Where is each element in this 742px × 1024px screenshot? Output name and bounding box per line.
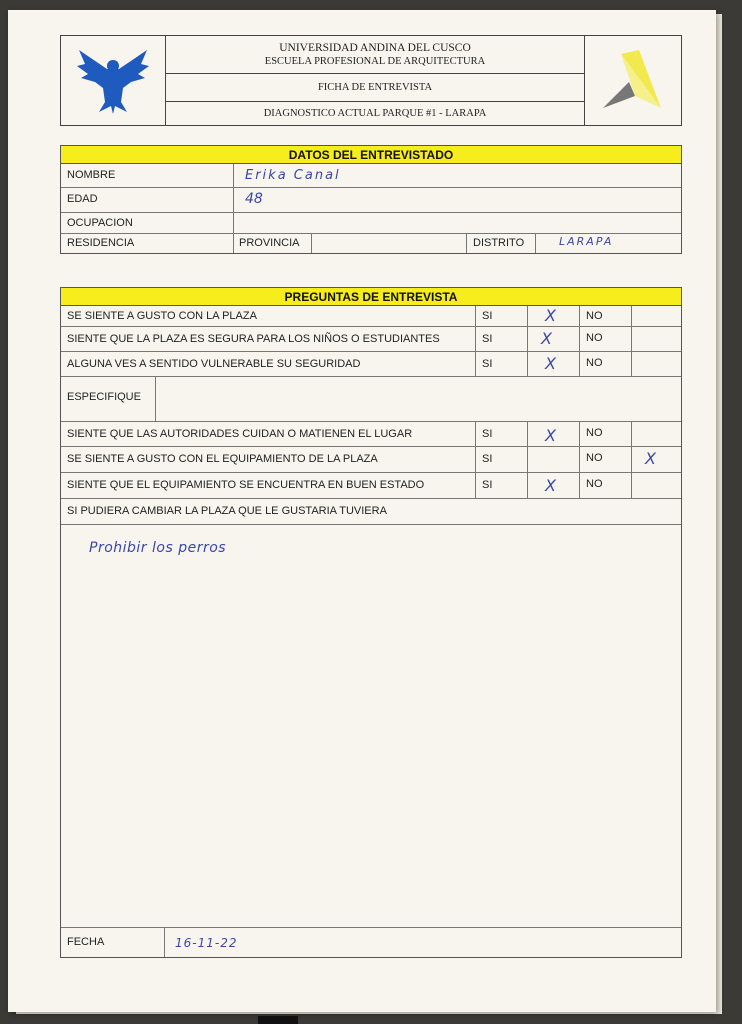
question-1-si-mark[interactable]: X bbox=[545, 306, 556, 325]
question-4-text: SIENTE QUE LAS AUTORIDADES CUIDAN O MATIENEN EL LUGAR bbox=[67, 428, 413, 440]
cambio-value[interactable]: Prohibir los perros bbox=[89, 540, 227, 556]
question-2-si-label: SI bbox=[482, 333, 493, 345]
question-6-si-mark[interactable]: X bbox=[545, 476, 556, 495]
provincia-label: PROVINCIA bbox=[239, 237, 300, 249]
question-1-si-label: SI bbox=[482, 310, 493, 322]
binder-clip bbox=[258, 1016, 298, 1024]
questions-table bbox=[60, 287, 682, 958]
question-2-text: SIENTE QUE LA PLAZA ES SEGURA PARA LOS NIÑOS O ESTUDIANTES bbox=[67, 333, 440, 345]
eagle-crest-icon bbox=[61, 36, 165, 125]
form-header bbox=[60, 35, 682, 126]
ocupacion-label: OCUPACION bbox=[67, 217, 133, 229]
distrito-label: DISTRITO bbox=[473, 237, 525, 249]
question-3-si-mark[interactable]: X bbox=[545, 354, 556, 373]
fecha-value[interactable]: 16-11-22 bbox=[175, 936, 238, 950]
question-4-no-label: NO bbox=[586, 427, 603, 439]
residencia-label: RESIDENCIA bbox=[67, 237, 135, 249]
question-5-no-label: NO bbox=[586, 452, 603, 464]
triangle-a-logo-icon bbox=[585, 36, 681, 125]
question-6-si-label: SI bbox=[482, 479, 493, 491]
nombre-value[interactable]: Erika Canal bbox=[245, 168, 341, 183]
question-5-text: SE SIENTE A GUSTO CON EL EQUIPAMIENTO DE LA PLAZA bbox=[67, 453, 378, 465]
questions-title: PREGUNTAS DE ENTREVISTA bbox=[61, 288, 681, 306]
fecha-label: FECHA bbox=[67, 936, 105, 948]
interviewee-table bbox=[60, 145, 682, 254]
question-6-no-label: NO bbox=[586, 478, 603, 490]
distrito-value[interactable]: LARAPA bbox=[559, 235, 614, 248]
question-1-no-label: NO bbox=[586, 310, 603, 322]
header-titles bbox=[165, 36, 585, 125]
faculty-logo bbox=[584, 36, 681, 125]
cambio-label: SI PUDIERA CAMBIAR LA PLAZA QUE LE GUSTARIA TUVIERA bbox=[67, 505, 387, 517]
edad-label: EDAD bbox=[67, 193, 98, 205]
question-4-si-label: SI bbox=[482, 428, 493, 440]
question-3-si-label: SI bbox=[482, 358, 493, 370]
university-logo bbox=[61, 36, 166, 125]
question-6-text: SIENTE QUE EL EQUIPAMIENTO SE ENCUENTRA EN BUEN ESTADO bbox=[67, 479, 425, 491]
especifique-label: ESPECIFIQUE bbox=[67, 391, 141, 403]
question-4-si-mark[interactable]: X bbox=[545, 426, 556, 445]
question-2-si-mark[interactable]: X bbox=[541, 329, 552, 348]
nombre-label: NOMBRE bbox=[67, 169, 116, 181]
question-5-no-mark[interactable]: X bbox=[645, 449, 656, 468]
question-1-text: SE SIENTE A GUSTO CON LA PLAZA bbox=[67, 310, 257, 322]
question-3-text: ALGUNA VES A SENTIDO VULNERABLE SU SEGURIDAD bbox=[67, 358, 361, 370]
question-2-no-label: NO bbox=[586, 332, 603, 344]
question-5-si-label: SI bbox=[482, 453, 493, 465]
interviewee-title: DATOS DEL ENTREVISTADO bbox=[61, 146, 681, 164]
form-title: FICHA DE ENTREVISTA bbox=[317, 82, 433, 93]
university-name: UNIVERSIDAD ANDINA DEL CUSCO bbox=[279, 41, 471, 54]
school-name: ESCUELA PROFESIONAL DE ARQUITECTURA bbox=[264, 55, 486, 67]
form-subject: DIAGNOSTICO ACTUAL PARQUE #1 - LARAPA bbox=[263, 108, 487, 119]
edad-value[interactable]: 48 bbox=[245, 191, 263, 207]
question-3-no-label: NO bbox=[586, 357, 603, 369]
